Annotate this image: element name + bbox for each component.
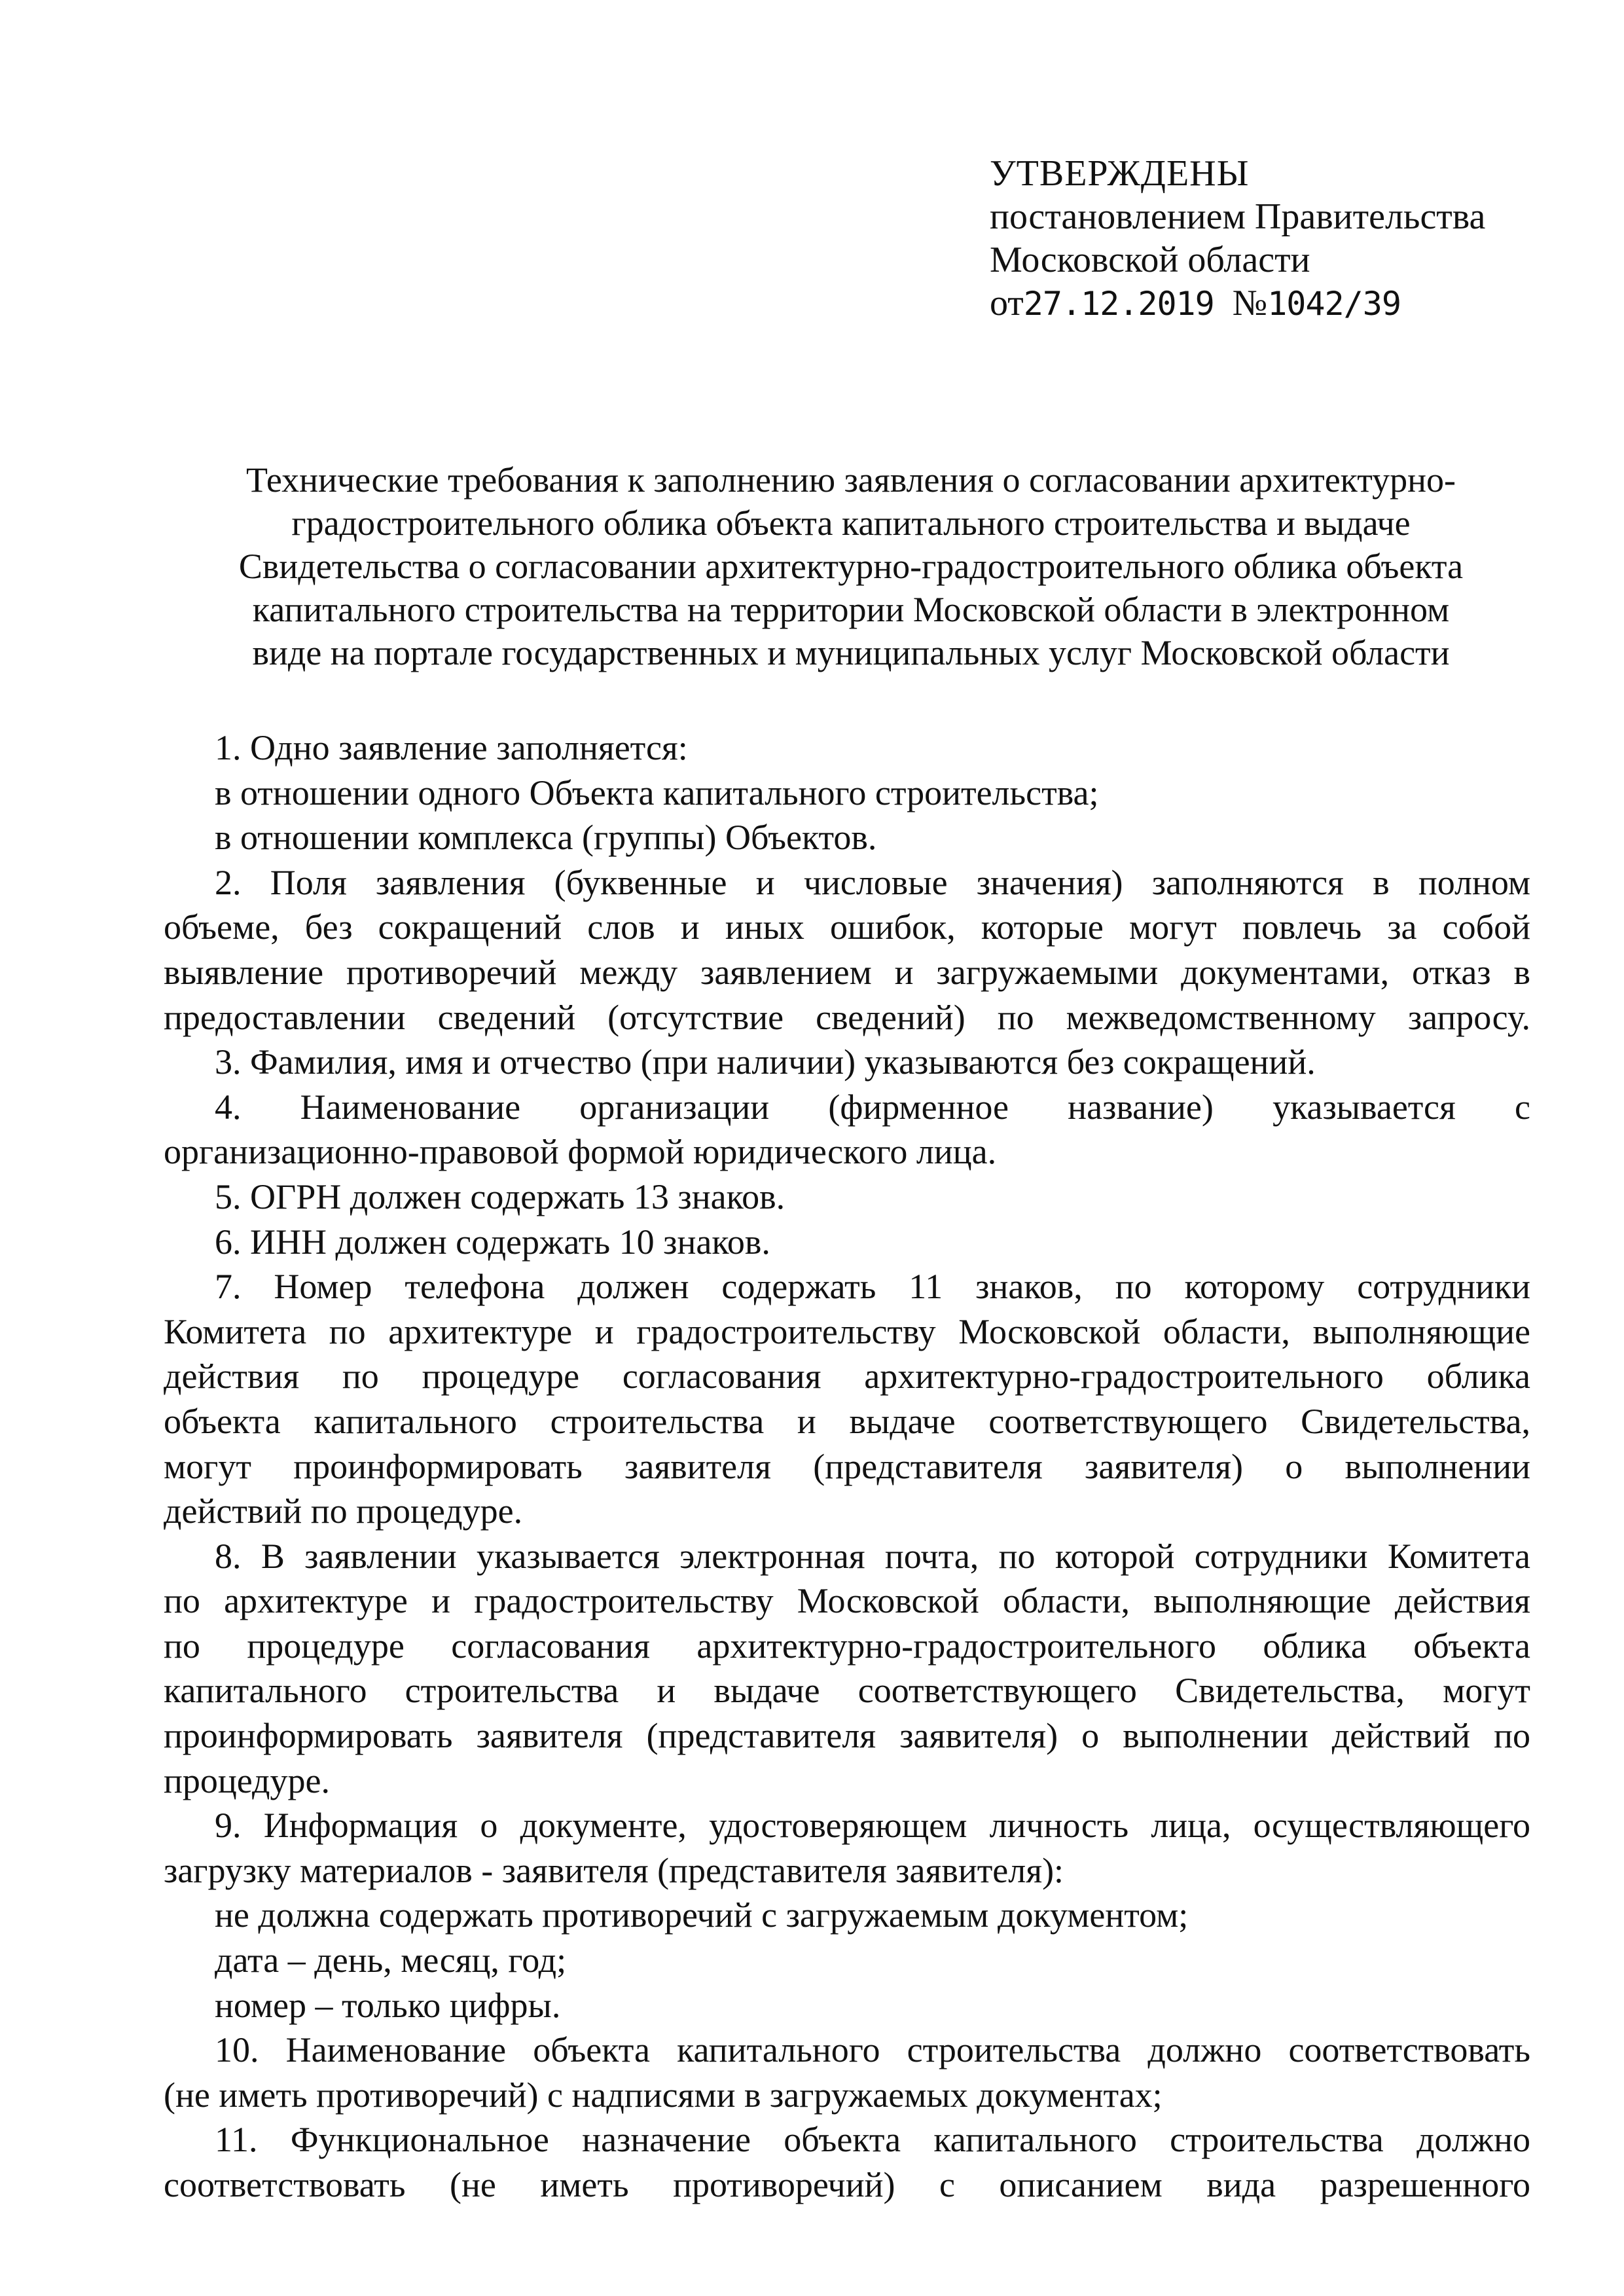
approval-number: 1042/39: [1267, 285, 1401, 323]
body-line: не должна содержать противоречий с загружаемым документом;: [215, 1895, 1189, 1935]
body-line: соответствовать (не иметь противоречий) с описанием вида разрешенного: [164, 2165, 1530, 2204]
body-line: процедуре.: [164, 1760, 330, 1800]
body-line: 3. Фамилия, имя и отчество (при наличии) указываются без сокращений.: [215, 1042, 1316, 1082]
approval-line-1: постановлением Правительства: [990, 196, 1486, 237]
title-line: Свидетельства о согласовании архитектурно-градостроительного облика объекта: [238, 547, 1464, 586]
document-body: [164, 725, 1530, 2208]
body-line: объекта капитального строительства и выдаче соответствующего Свидетельства,: [164, 1401, 1530, 1441]
document-title: [164, 458, 1538, 674]
body-line: организационно-правовой формой юридического лица.: [164, 1132, 997, 1172]
body-line: выявление противоречий между заявлением и загружаемыми документами, отказ в: [164, 952, 1530, 992]
body-line: объеме, без сокращений слов и иных ошибок, которые могут повлечь за собой: [164, 907, 1530, 947]
approval-date-prefix: от: [990, 283, 1024, 323]
body-line: по архитектуре и градостроительству Московской области, выполняющие действия: [164, 1581, 1530, 1621]
body-line: капитального строительства и выдаче соответствующего Свидетельства, могут: [164, 1671, 1530, 1711]
body-line: 10. Наименование объекта капитального строительства должно соответствовать: [215, 2030, 1530, 2070]
body-line: 6. ИНН должен содержать 10 знаков.: [215, 1222, 770, 1262]
body-line: 9. Информация о документе, удостоверяющем личность лица, осуществляющего: [215, 1806, 1530, 1846]
body-line: в отношении одного Объекта капитального строительства;: [215, 773, 1099, 812]
body-line: 7. Номер телефона должен содержать 11 знаков, по которому сотрудники: [215, 1267, 1530, 1307]
body-line: 11. Функциональное назначение объекта капитального строительства должно: [215, 2120, 1530, 2160]
body-line: действий по процедуре.: [164, 1491, 523, 1531]
body-line: действия по процедуре согласования архитектурно-градостроительного облика: [164, 1357, 1530, 1396]
body-line: могут проинформировать заявителя (представителя заявителя) о выполнении: [164, 1446, 1530, 1486]
body-line: загрузку материалов - заявителя (представителя заявителя):: [164, 1850, 1064, 1890]
approval-title: УТВЕРЖДЕНЫ: [990, 153, 1250, 194]
body-line: предоставлении сведений (отсутствие сведений) по межведомственному запросу.: [164, 997, 1530, 1037]
body-line: 8. В заявлении указывается электронная почта, по которой сотрудники Комитета: [215, 1536, 1530, 1576]
body-line: в отношении комплекса (группы) Объектов.: [215, 818, 877, 858]
body-line: номер – только цифры.: [215, 1985, 561, 2025]
approval-date: 27.12.2019: [1023, 285, 1214, 323]
body-line: 5. ОГРН должен содержать 13 знаков.: [215, 1176, 785, 1216]
title-line: виде на портале государственных и муниципальных услуг Московской области: [252, 633, 1450, 672]
approval-reference: [990, 282, 1579, 325]
body-line: проинформировать заявителя (представителя заявителя) о выполнении действий по: [164, 1716, 1530, 1756]
approval-block: [990, 152, 1579, 325]
title-line: капитального строительства на территории Московской области в электронном: [252, 590, 1450, 629]
title-line: градостроительного облика объекта капитального строительства и выдаче: [291, 503, 1411, 543]
body-line: 2. Поля заявления (буквенные и числовые значения) заполняются в полном: [215, 862, 1530, 902]
body-line: по процедуре согласования архитектурно-градостроительного облика объекта: [164, 1626, 1530, 1666]
title-line: Технические требования к заполнению заявления о согласовании архитектурно-: [246, 460, 1456, 500]
body-line: дата – день, месяц, год;: [215, 1941, 567, 1980]
body-line: 4. Наименование организации (фирменное название) указывается с: [215, 1087, 1530, 1127]
body-line: 1. Одно заявление заполняется:: [215, 728, 688, 767]
body-line: Комитета по архитектуре и градостроительству Московской области, выполняющие: [164, 1311, 1530, 1351]
approval-number-prefix: №: [1232, 283, 1268, 323]
approval-line-2: Московской области: [990, 240, 1310, 280]
body-line: (не иметь противоречий) с надписями в загружаемых документах;: [164, 2075, 1163, 2115]
